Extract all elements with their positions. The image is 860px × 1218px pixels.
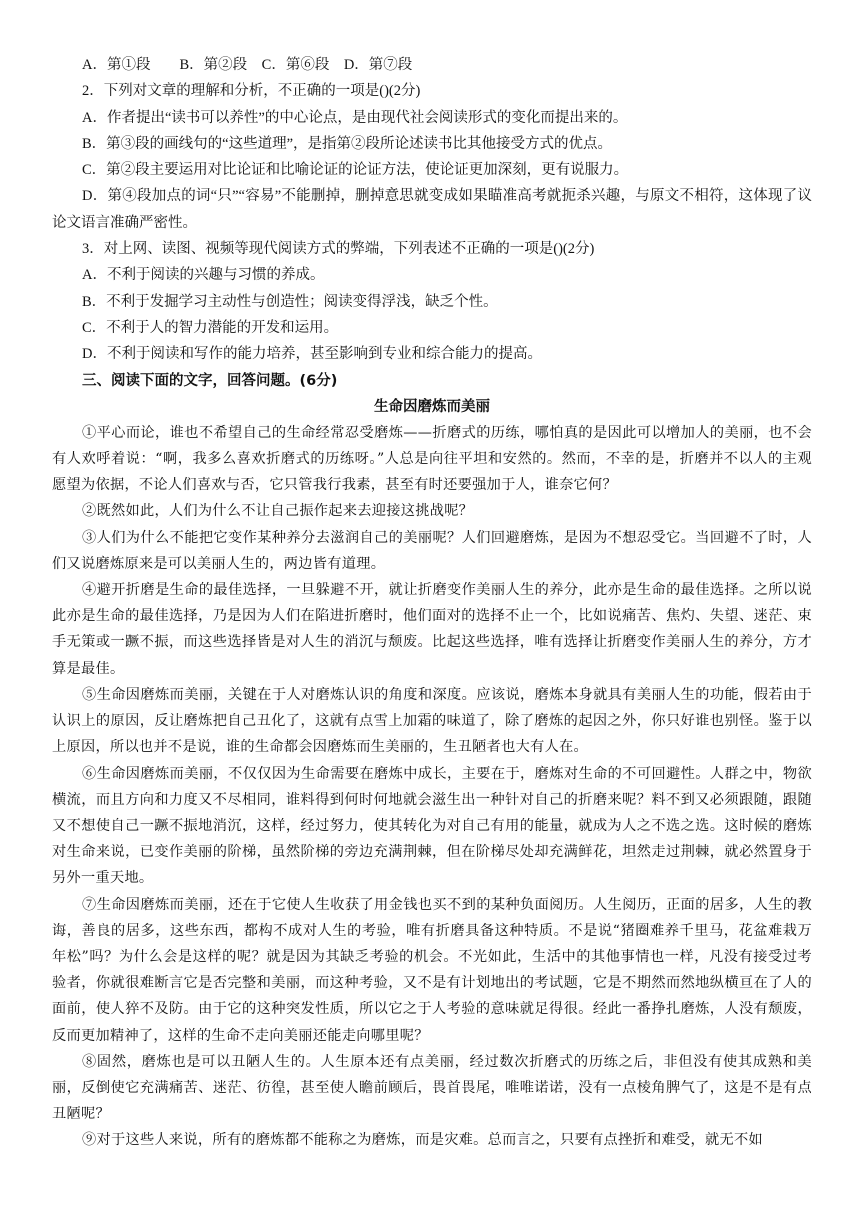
q3-option-a: A．不利于阅读的兴趣与习惯的养成。	[82, 267, 325, 284]
article-paragraph-8: ⑧固然，磨炼也是可以丑陋人生的。人生原本还有点美丽，经过数次折磨式的历练之后，非但没有使其成熟和美丽，反倒使它充满痛苦、迷茫、彷徨，甚至使人瞻前顾后，畏首畏尾，唯唯诺诺，没有一点棱角脾气了，这是不是有点丑陋呢？	[52, 1053, 812, 1123]
q1-options: A．第①段 B．第②段 C．第⑥段 D．第⑦段	[82, 57, 413, 73]
article-paragraph-9: ⑨对于这些人来说，所有的磨炼都不能称之为磨炼，而是灾难。总而言之，只要有点挫折和难受，就无不如	[82, 1132, 763, 1149]
q2-option-b: B．第③段的画线句的“这些道理”，是指第②段所论述读书比其他接受方式的优点。	[82, 135, 613, 152]
article-paragraph-4: ④避开折磨是生命的最佳选择，一旦躲避不开，就让折磨变作美丽人生的养分，此亦是生命的最佳选择。之所以说此亦是生命的最佳选择，乃是因为人们在陷进折磨时，他们面对的选择不止一个，比如说痛苦、焦灼、失望、迷茫、束手无策或一蹶不振，而这些选择皆是对人生的消沉与颓废。比起这些选择，唯有选择让折磨变作美丽人生的养分，方才算是最佳。	[52, 582, 812, 677]
q2-option-c: C．第②段主要运用对比论证和比喻论证的论证方法，使论证更加深刻，更有说服力。	[82, 162, 629, 179]
article-paragraph-7: ⑦生命因磨炼而美丽，还在于它使人生收获了用金钱也买不到的某种负面阅历。人生阅历，正面的居多，人生的教诲，善良的居多，这些东西，都构不成对人生的考验，唯有折磨具备这种特质。不是说“猪圈难养千里马，花盆难栽万年松”吗？为什么会是这样的呢？就是因为其缺乏考验的机会。不光如此，生活中的其他事情也一样，凡没有接受过考验者，你就很难断言它是否完整和美丽，而这种考验，又不是有计划地出的考试题，它是不期然而然地纵横亘在了人的面前，使人猝不及防。由于它的这种突发性质，所以它之于人考验的意味就足得很。经此一番挣扎磨炼，人没有颓废，反而更加精神了，这样的生命不走向美丽还能走向哪里呢？	[52, 896, 812, 1044]
q2-option-a: A．作者提出“读书可以养性”的中心论点，是由现代社会阅读形式的变化而提出来的。	[82, 109, 628, 126]
q2-stem: 2．下列对文章的理解和分析，不正确的一项是()(2分)	[82, 83, 421, 100]
article-paragraph-2: ②既然如此，人们为什么不让自己振作起来去迎接这挑战呢？	[82, 503, 474, 520]
q3-option-b: B．不利于发掘学习主动性与创造性；阅读变得浮浅，缺乏个性。	[82, 293, 498, 310]
q3-option-c: C．不利于人的智力潜能的开发和运用。	[82, 319, 339, 336]
document-page	[52, 52, 812, 1154]
section-heading: 三、阅读下面的文字，回答问题。(6分)	[82, 372, 338, 389]
article-paragraph-1: ①平心而论，谁也不希望自己的生命经常忍受磨炼——折磨式的历练，哪怕真的是因此可以增加人的美丽，也不会有人欢呼着说：“啊，我多么喜欢折磨式的历练呀。”人总是向往平坦和安然的。然而，不幸的是，折磨并不以人的主观愿望为依据，不论人们喜欢与否，它只管我行我素，甚至有时还要强加于人，谁奈它何？	[52, 424, 812, 494]
article-paragraph-6: ⑥生命因磨炼而美丽，不仅仅因为生命需要在磨炼中成长，主要在于，磨炼对生命的不可回避性。人群之中，物欲横流，而且方向和力度又不尽相同，谁料得到何时何地就会滋生出一种针对自己的折磨来呢？料不到又必须跟随，跟随又不想使自己一蹶不振地消沉，这样，经过努力，使其转化为对自己有用的能量，就成为人之不选之选。这时候的磨炼对生命来说，已变作美丽的阶梯，虽然阶梯的旁边充满荆棘，但在阶梯尽处却充满鲜花，坦然走过荆棘，就必然置身于另外一重天地。	[52, 765, 812, 887]
article-paragraph-3: ③人们为什么不能把它变作某种养分去滋润自己的美丽呢？人们回避磨炼，是因为不想忍受它。当回避不了时，人们又说磨炼原来是可以美丽人生的，两边皆有道理。	[52, 529, 812, 572]
article-title: 生命因磨炼而美丽	[374, 398, 490, 415]
q3-option-d: D．不利于阅读和写作的能力培养，甚至影响到专业和综合能力的提高。	[82, 346, 542, 363]
q2-option-d: D．第④段加点的词“只”“容易”不能删掉，删掉意思就变成如果瞄准高考就扼杀兴趣，与原文不相符，这体现了议论文语言准确严密性。	[52, 188, 812, 231]
q3-stem: 3．对上网、读图、视频等现代阅读方式的弊端，下列表述不正确的一项是()(2分)	[82, 241, 595, 258]
article-paragraph-5: ⑤生命因磨炼而美丽，关键在于人对磨炼认识的角度和深度。应该说，磨炼本身就具有美丽人生的功能，假若由于认识上的原因，反让磨炼把自己丑化了，这就有点雪上加霜的味道了，除了磨炼的起因之外，你只好谁也别怪。鉴于以上原因，所以也并不是说，谁的生命都会因磨炼而生美丽的，生丑陋者也大有人在。	[52, 686, 812, 756]
